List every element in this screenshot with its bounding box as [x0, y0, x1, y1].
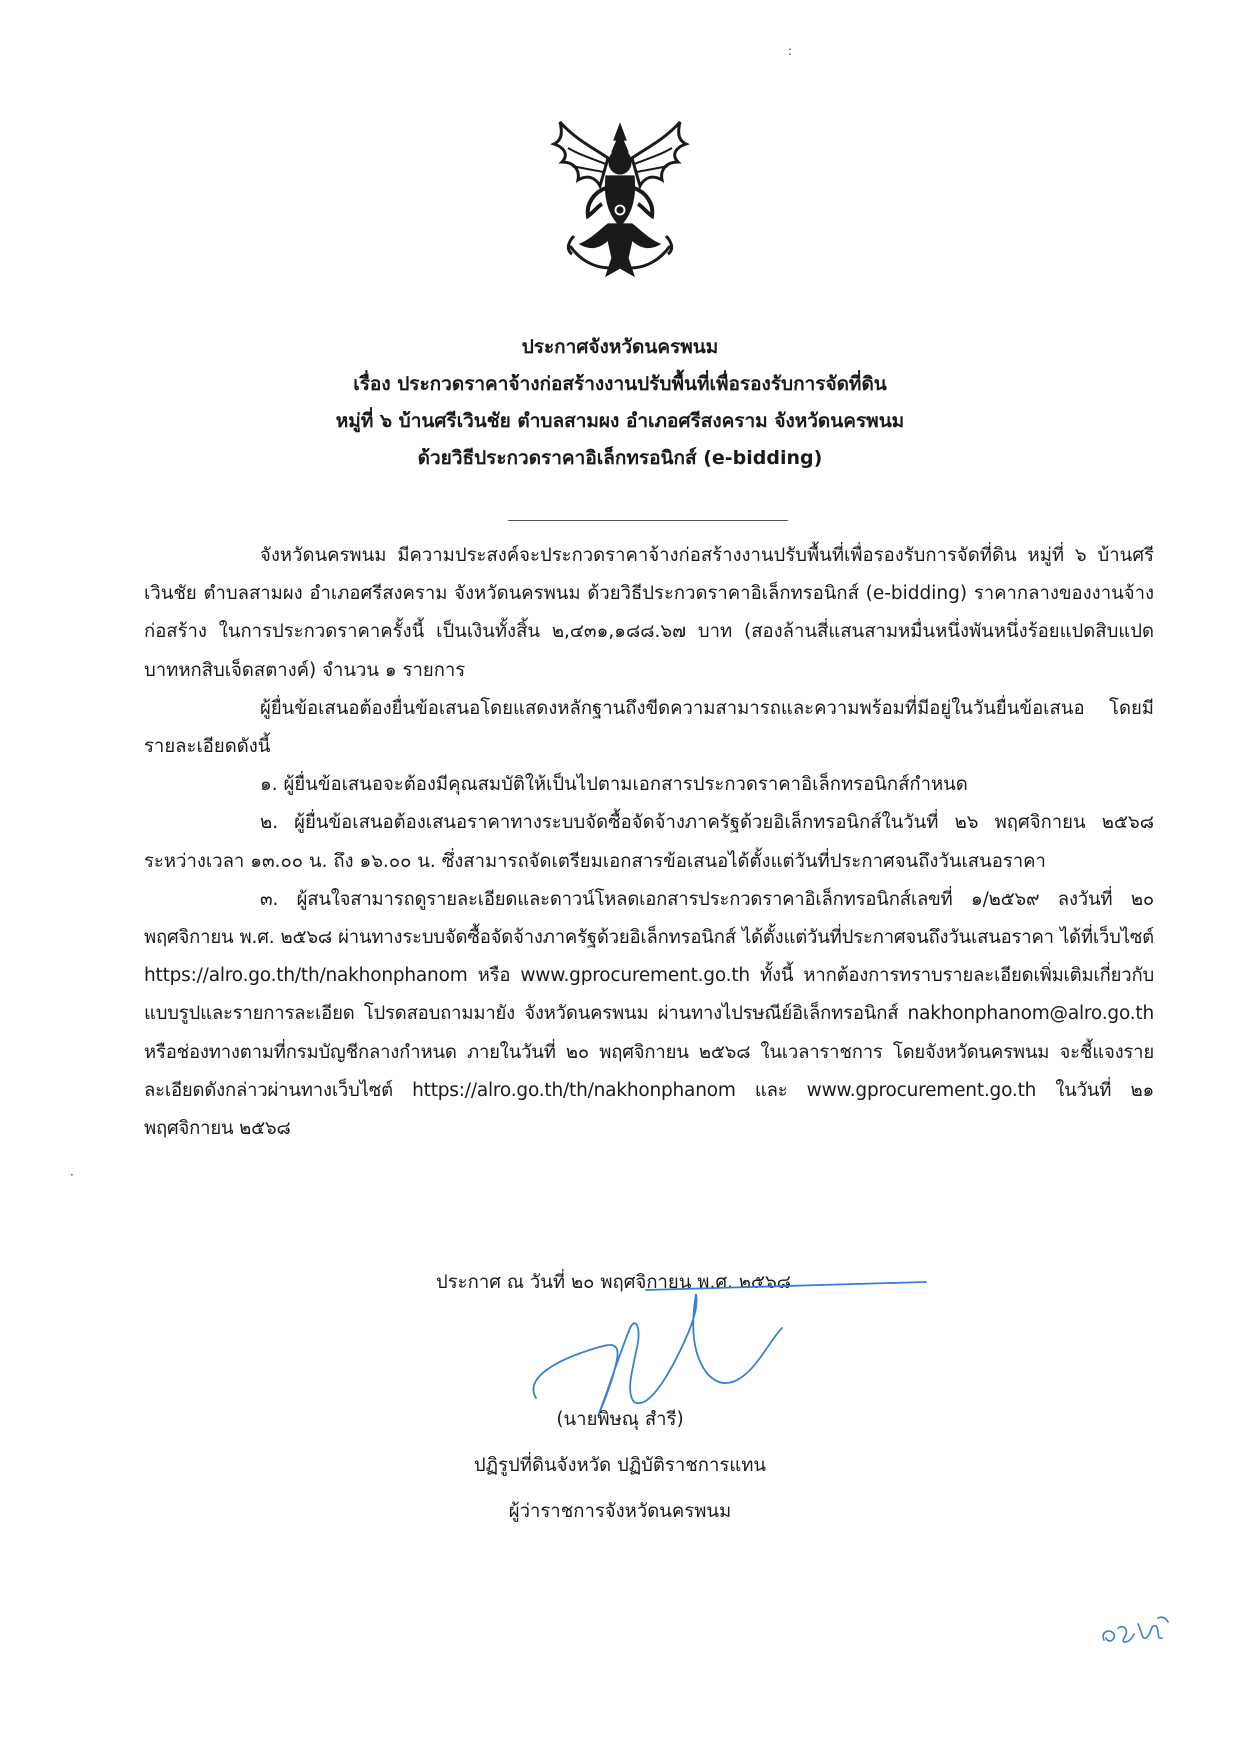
- handwritten-initials: [1096, 1610, 1176, 1650]
- signer-position-2: ผู้ว่าราชการจังหวัดนครพนม: [508, 1501, 732, 1522]
- title-line-4: ด้วยวิธีประกวดราคาอิเล็กทรอนิกส์ (e-bidding): [417, 447, 823, 469]
- title-line-1: ประกาศจังหวัดนครพนม: [521, 336, 719, 358]
- title-divider: [508, 520, 788, 521]
- document-title: [0, 329, 1240, 477]
- paragraph-intro: จังหวัดนครพนม มีความประสงค์จะประกวดราคาจ้างก่อสร้างงานปรับพื้นที่เพื่อรองรับการจัดที่ดิน หมู่ที่ ๖ บ้านศรีเวินชัย ตำบลสามผง อำเภอศรีสงคราม จังหวัดนครพนม ด้วยวิธีประกวดราคาอิเล็กทรอนิกส์ (e-bidding) ราคากลางของงานจ้างก่อสร้าง ในการประกวดราคาครั้งนี้ เป็นเงินทั้งสิ้น ๒,๔๓๑,๑๘๘.๖๗ บาท (สองล้านสี่แสนสามหมื่นหนึ่งพันหนึ่งร้อยแปดสิบแปดบาทหกสิบเจ็ดสตางค์) จำนวน ๑ รายการ: [144, 545, 1154, 681]
- announcement-date: ประกาศ ณ วันที่ ๒๐ พฤศจิกายน พ.ศ. ๒๕๖๘: [436, 1272, 792, 1293]
- title-line-2: เรื่อง ประกวดราคาจ้างก่อสร้างงานปรับพื้นที่เพื่อรองรับการจัดที่ดิน: [353, 373, 887, 395]
- paragraph-item-1: ๑. ผู้ยื่นข้อเสนอจะต้องมีคุณสมบัติให้เป็นไปตามเอกสารประกวดราคาอิเล็กทรอนิกส์กำหนด: [260, 774, 968, 796]
- garuda-emblem-icon: [550, 118, 690, 283]
- scan-speck: :: [788, 44, 793, 58]
- handwritten-signature: [486, 1268, 936, 1428]
- paragraph-item-3: ๓. ผู้สนใจสามารถดูรายละเอียดและดาวน์โหลดเอกสารประกวดราคาอิเล็กทรอนิกส์เลขที่ ๑/๒๕๖๙ ลงวันที่ ๒๐ พฤศจิกายน พ.ศ. ๒๕๖๘ ผ่านทางระบบจัดซื้อจัดจ้างภาครัฐด้วยอิเล็กทรอนิกส์ ได้ตั้งแต่วันที่ประกาศจนถึงวันเสนอราคา ได้ที่เว็บไซต์ https://alro.go.th/th/nakhonphanom หรือ www.gprocurement.go.th ทั้งนี้ หากต้องการทราบรายละเอียดเพิ่มเติมเกี่ยวกับแบบรูปและรายการละเอียด โปรดสอบถามมายัง จังหวัดนครพนม ผ่านทางไปรษณีย์อิเล็กทรอนิกส์ nakhonphanom@alro.go.th หรือช่องทางตามที่กรมบัญชีกลางกำหนด ภายในวันที่ ๒๐ พฤศจิกายน ๒๕๖๘ ในเวลาราชการ โดยจังหวัดนครพนม จะชี้แจงรายละเอียดดังกล่าวผ่านทางเว็บไซต์ https://alro.go.th/th/nakhonphanom และ www.gprocurement.go.th ในวันที่ ๒๑ พฤศจิกายน ๒๕๖๘: [144, 888, 1154, 1140]
- signer-position-1: ปฏิรูปที่ดินจังหวัด ปฏิบัติราชการแทน: [473, 1455, 767, 1476]
- scan-speck: ·: [70, 1168, 74, 1182]
- signer-name: (นายพิษณุ สำรี): [556, 1409, 684, 1430]
- paragraph-requirements: ผู้ยื่นข้อเสนอต้องยื่นข้อเสนอโดยแสดงหลักฐานถึงขีดความสามารถและความพร้อมที่มีอยู่ในวันยื่นข้อเสนอ โดยมีรายละเอียดดังนี้: [144, 697, 1154, 758]
- paragraph-item-2: ๒. ผู้ยื่นข้อเสนอต้องเสนอราคาทางระบบจัดซื้อจัดจ้างภาครัฐด้วยอิเล็กทรอนิกส์ในวันที่ ๒๖ พฤศจิกายน ๒๕๖๘ ระหว่างเวลา ๑๓.๐๐ น. ถึง ๑๖.๐๐ น. ซึ่งสามารถจัดเตรียมเอกสารข้อเสนอได้ตั้งแต่วันที่ประกาศจนถึงวันเสนอราคา: [144, 812, 1154, 872]
- announcement-body: [144, 537, 1154, 1148]
- title-line-3: หมู่ที่ ๖ บ้านศรีเวินชัย ตำบลสามผง อำเภอศรีสงคราม จังหวัดนครพนม: [335, 410, 905, 432]
